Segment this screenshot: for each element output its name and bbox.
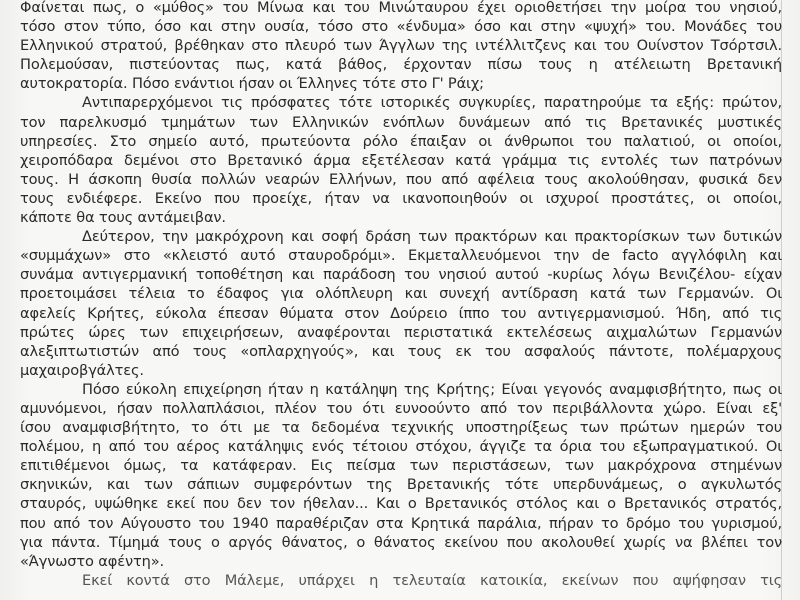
text-line: αλεξιπτωτιστών από τους «οπλαρχηγούς», και τους εκ του ασφαλούς πάντοτε, πολέμαρχους bbox=[20, 342, 782, 360]
paragraph bbox=[20, 227, 782, 380]
text-line: τους ενδιέφερε. Εκείνο που προείχε, ήταν να ικανοποιηθούν οι ισχυροί προστάτες, οι οποίοι, bbox=[20, 189, 782, 207]
text-line: σκηνικών, και των σάπιων συμφερόντων της Βρετανικής τότε υπερδυνάμεως, ο αγκυλωτός bbox=[20, 476, 782, 494]
text-line: για πάντα. Τίμημά τους ο αργός θάνατος, ο θάνατος εκείνου που ακολουθεί χωρίς να βλέπει τον bbox=[20, 533, 782, 551]
text-line: αυτοκρατορία. Πόσο ενάντιοι ήσαν οι Έλληνες τότε στο Γ' Ράιχ; bbox=[20, 75, 484, 93]
text-line: τόσο στον τύπο, όσο και στην ουσία, τόσο στο «ένδυμα» όσο και στην «ψυχή» του. Μονάδες του bbox=[20, 18, 782, 36]
text-line: Αντιπαρερχόμενοι τις πρόσφατες τότε ιστορικές συγκυρίες, παρατηρούμε τα εξής: πρώτον, bbox=[82, 94, 782, 112]
text-line: «Άγνωστο αφέντη». bbox=[20, 552, 164, 570]
text-line: υπηρεσίες. Στο σημείο αυτό, πρωτεύοντα ρόλο έπαιξαν οι άνθρωποι του παλατιού, οι οποίοι, bbox=[20, 132, 782, 150]
text-line: χειροπόδαρα δεμένοι στο Βρετανικό άρμα εξετέλεσαν κατά γράμμα τις εντολές των πατρόνων bbox=[20, 151, 782, 169]
text-line: ίσου αναμφισβήτητο, το ότι με τα δεδομένα τεχνικής υποστηρίξεως των πρώτων ημερών του bbox=[20, 419, 782, 437]
text-line: Πολεμούσαν, πιστεύοντας πως, κατά βάθος, έρχονταν πίσω τους η ατέλειωτη Βρετανική bbox=[20, 56, 782, 74]
paragraph bbox=[20, 93, 782, 227]
text-line: προετοιμάσει τέλεια το έδαφος για ολόπλευρη και συνεχή αντίδραση κατά των Γερμανών. Οι bbox=[20, 285, 782, 303]
text-line: σταυρός, υψώθηκε εκεί που δεν τον ήθελαν... Και ο Βρετανικός στόλος και ο Βρετανικός στρατός, bbox=[20, 495, 782, 513]
paragraph bbox=[20, 0, 782, 93]
text-line: αφελείς Κρήτες, εύκολα έπεσαν θύματα στον Δούρειο ίππο του αντιγερμανισμού. Ήδη, από τις bbox=[20, 304, 782, 322]
text-line: πρώτες ώρες των επιχειρήσεων, αναφέρονται περιστατικά εκτελέσεως αιχμαλώτων Γερμανών bbox=[20, 323, 782, 341]
text-line: πολέμου, η από του αέρος κατάληψις ενός τέτοιου στόχου, άγγιζε τα όρια του εξωπραγματικού. Οι bbox=[20, 438, 782, 456]
text-line: αμυνόμενοι, ήσαν πολλαπλάσιοι, πλέον του ότι ευνοούντο από τον περιβάλλοντα χώρο. Είναι εξ' bbox=[20, 399, 782, 417]
document-body bbox=[20, 0, 782, 590]
paragraph bbox=[20, 380, 782, 571]
text-line: Δεύτερον, την μακρόχρονη και σοφή δράση των πρακτόρων και πρακτορίσκων των δυτικών bbox=[82, 228, 782, 246]
text-line: Ελληνικού στρατού, βρέθηκαν στο πλευρό των Άγγλων της ιντέλλιτζενς και του Ουίνστον Τσόρτσιλ. bbox=[20, 37, 782, 55]
text-line: Εκεί κοντά στο Μάλεμε, υπάρχει η τελευταία κατοικία, εκείνων που αψήφησαν τις bbox=[82, 571, 782, 589]
text-line: «συμμάχων» στο «κλειστό αυτό σταυροδρόμι». Εκμεταλλευόμενοι την de facto αγγλόφιλη και bbox=[20, 247, 782, 265]
text-line: μαχαιροβγάλτες. bbox=[20, 361, 144, 379]
text-line: συνάμα αντιγερμανική τοποθέτηση και παράδοση του νησιού αυτού -κυρίως λόγω Βενιζέλου- είχαν bbox=[20, 266, 782, 284]
text-line: που από τον Αύγουστο του 1940 παραθέριζαν στα Κρητικά παράλια, πήραν το δρόμο του γυρισμού, bbox=[20, 514, 782, 532]
text-line: Φαίνεται πως, ο «μύθος» του Μίνωα και του Μινώταυρου έχει οριοθετήσει την μοίρα του νησιού, bbox=[20, 0, 782, 16]
text-line: τους. Η άσκοπη θυσία πολλών νεαρών Ελλήνων, που από αφέλεια τους ακολούθησαν, φυσικά δεν bbox=[20, 170, 782, 188]
paragraph bbox=[20, 571, 782, 590]
text-line: κάποτε θα τους αντάμειβαν. bbox=[20, 209, 226, 227]
text-line: τον παρελκυσμό τμημάτων των Ελληνικών ενόπλων δυνάμεων από τις Βρετανικές μυστικές bbox=[20, 113, 782, 131]
text-line: Πόσο εύκολη επιχείρηση ήταν η κατάληψη της Κρήτης; Είναι γεγονός αναμφισβήτητο, πως οι bbox=[82, 380, 782, 398]
text-line: επιτιθέμενοι όμως, τα κατάφεραν. Εις πείσμα των περιστάσεων, των μακρόχρονα στημένων bbox=[20, 457, 782, 475]
